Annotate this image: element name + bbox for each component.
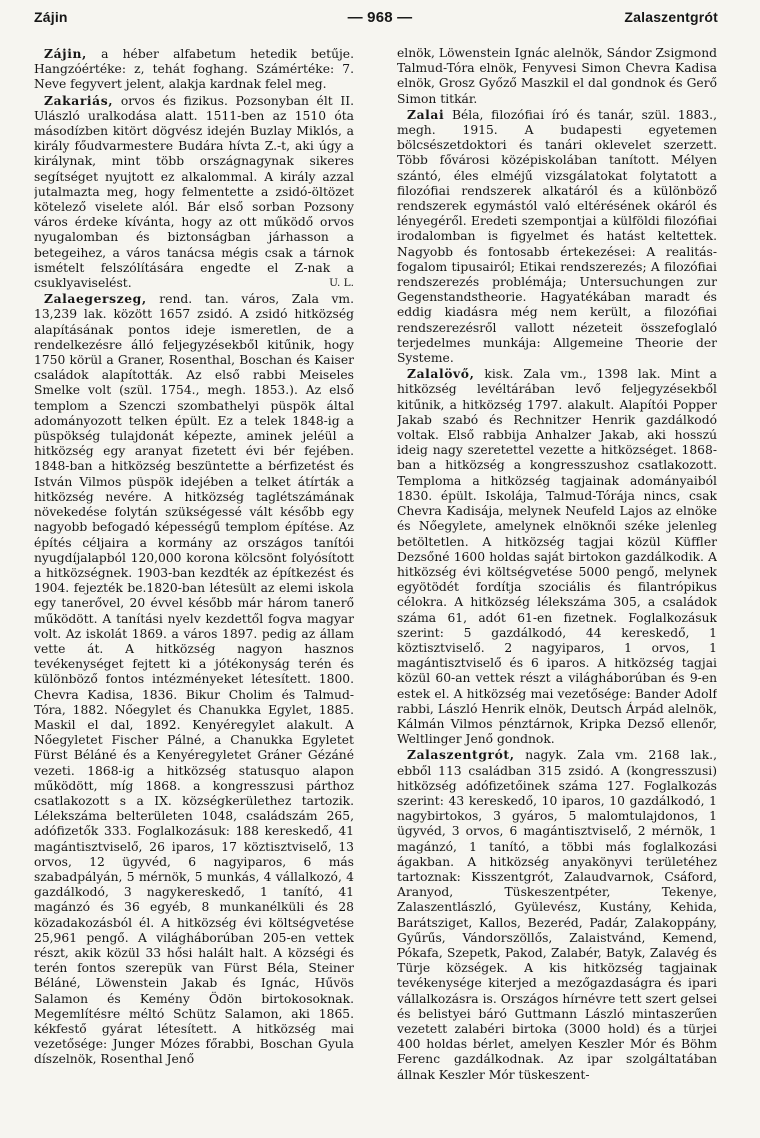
- entry-text: nagyk. Zala vm. 2168 lak., ebből 113 családban 315 zsidó. A (kongresszusi) hitközség adófizetőinek száma 127. Foglalkozás szerint: 43 kereskedő, 10 iparos, 10 gazdálkodó, 1 nagybirtokos, 3 gyáros, 5 malomtulajdonos, 1 ügyvéd, 3 orvos, 6 magántisztviselő, 2 mérnök, 1 magánzó, 1 tanító, a többi más foglalkozási ágakban. A hitközség anyakönyvi területéhez tartoznak: Kisszentgrót, Zalaudvarnok, Csáford, Aranyod, Tüskeszentpéter, Tekenye, Zalaszentlászló, Gyülevész, Kustány, Kehida, Barátsziget, Kallos, Bezeréd, Padár, Zalakoppány, Gyűrűs, Vándorszöllős, Zalaistvánd, Kemend, Pókafa, Szepetk, Pakod, Zalabér, Batyk, Zalavég és Türje községek. A kis hitközség tagjainak tevékenysége kiterjed a mezőgazdaságra és ipari vállalkozásra is. Országos hírnévre tett szert gelsei és belistyei báró Guttmann László mintaszerűen vezetett zalabéri birtoka (3000 hold) és a türjei 400 holdas bérlet, amelyen Keszler Mór és Böhm Ferenc gazdálkodnak. Az ipar szolgáltatában állnak Keszler Mór tüskeszent-: [397, 748, 717, 1082]
- entry-text: Béla, filozófiai író és tanár, szül. 1883., megh. 1915. A budapesti egyetemen bölcsészetdoktori és tanári oklevelet szerzett. Több fővárosi középiskolában tanított. Mélyen szántó, éles elméjű vizsgálatokat folytatott a filozófiai rendszerek alkatáról és a különböző rendszerek egymástól való eltérésének okáról és lényegéről. Eredeti szempontjai a külföldi filozófiai irodalomban is figyelmet és hatást keltettek. Nagyobb és fontosabb értekezései: A realitás-fogalom tipusairól; Etikai rendszerezés; A filozófiai rendszerezés problémája; Untersuchungen zur Gegenstandstheorie. Hagyatékában maradt és eddig kiadásra még nem került, a filozófiai rendszerezésről vallott nézeteit összefoglaló terjedelmes munkája: Allgemeine Theorie der Systeme.: [397, 107, 717, 366]
- entry-zalalovo: [397, 366, 717, 747]
- entry-text: orvos és fizikus. Pozsonyban élt II. Ulászló uralkodása alatt. 1511-ben az 1510 óta másodízben kitört dögvész idején Buzlay Miklós, a király főudvarmestere Budára hívta Z.-t, aki úgy a királynak, mint több országnagynak sikeres segítséget nyujtott ez alkalommal. A király azzal jutalmazta meg, hogy felmentette a zsidó-öltözet kötelező viselete alól. Bár első sorban Pozsony város érdeke kívánta, hogy az ott működő orvos nyugalomban és biztonságban járhasson a betegeihez, a város tanácsa mégis csak a tárnok ismételt felszólítására engedte el Z-nak a csuklyaviselést.: [34, 93, 354, 291]
- entry-signature: U. L.: [329, 277, 354, 290]
- right-column: [397, 46, 717, 1124]
- entry-continuation: [397, 46, 717, 107]
- page-number: — 968 —: [347, 9, 413, 26]
- entry-zakarias: [34, 93, 354, 292]
- entry-text: kisk. Zala vm., 1398 lak. Mint a hitközség levéltárában levő feljegyzésekből kitűnik, a hitközség 1797. alakult. Alapítói Popper Jakab szabó és Rechnitzer Henrik gazdálkodó voltak. Első rabbija Anhalzer Jakab, aki hosszú ideig nagy szeretettel vezette a hitközséget. 1868-ban a hitközség a kongresszushoz csatlakozott. Temploma a hitközség tagjainak adományaiból 1830. épült. Iskolája, Talmud-Tórája nincs, csak Chevra Kadisája, melynek Neufeld Lajos az elnöke és Nőegylete, amelynek elnöknői széke jelenleg betöltetlen. A hitközség tagjai közül Küffler Dezsőné 1600 holdas saját birtokon gazdálkodik. A hitközség évi költségvetése 5000 pengő, melynek egyötödét fordítja szociális és filantrópikus célokra. A hitközség lélekszáma 305, a családok száma 61, adót 61-en fizetnek. Foglalkozásuk szerint: 5 gazdálkodó, 44 kereskedő, 1 köztisztviselő. 2 nagyiparos, 1 orvos, 1 magántisztviselő és 6 iparos. A hitközség tagjai közül 60-an vettek részt a világháborúban és 9-en estek el. A hitközség mai vezetősége: Bander Adolf rabbi, László Henrik elnök, Deutsch Árpád alelnök, Kálmán Vilmos pénztárnok, Kripka Dezső ellenőr, Weltlinger Jenő gondnok.: [397, 367, 717, 747]
- entry-headword: Zalalövő,: [407, 366, 475, 382]
- entry-text: elnök, Löwenstein Ignác alelnök, Sándor Zsigmond Talmud-Tóra elnök, Fenyvesi Simon Chevra Kadisa elnök, Grosz Győző Maszkil el dal gondnok és Gerő Simon titkár.: [397, 46, 717, 106]
- entry-headword: Zalai: [407, 106, 445, 122]
- entry-zalaszentgrot: [397, 747, 717, 1082]
- left-column: [34, 46, 354, 1124]
- entry-headword: Zakariás,: [44, 92, 114, 108]
- entry-headword: Zalaegerszeg,: [44, 291, 147, 307]
- entry-headword: Zalaszentgrót,: [407, 747, 515, 763]
- entry-zalai: [397, 107, 717, 366]
- entry-zajin: [34, 46, 354, 93]
- running-head-right: Zalaszentgrót: [624, 9, 718, 25]
- entry-text: rend. tan. város, Zala vm. 13,239 lak. között 1657 zsidó. A zsidó hitközség alapításának pontos ideje ismeretlen, de a rendelkezésre álló feljegyzésekből kitűnik, hogy 1750 körül a Graner, Rosenthal, Boschan és Kaiser családok alapították. Az első rabbi Meiseles Smelke volt (szül. 1754., megh. 1853.). Az első templom a Szenczi szombathelyi püspök által adományozott telken épült. Ez a telek 1848-ig a püspökség tulajdonát képezte, aminek jeléül a hitközség egy aranyat fizetett évi bér fejében. 1848-ban a hitközség beszüntette a bérfizetést és István Vilmos püspök idejében a telket átírták a hitközség nevére. A hitközség taglétszámának növekedése folytán szükségessé vált később egy nagyobb befogadó képességű templom építése. Az építés céljaira a kormány az országos tanítói nyugdíjalapból 120,000 korona kölcsönt folyósított a hitközségnek. 1903-ban kezdték az építkezést és 1904. fejezték be.1820-ban létesült az elemi iskola egy tanerővel, 20 évvel később már három tanerő működött. A tanítási nyelv kezdettől fogva magyar volt. Az iskolát 1869. a város 1897. pedig az állam vette át. A hitközség nagyon hasznos tevékenységet fejtett ki a jótékonyság terén és különböző fontos intézményeket létesített. 1800. Chevra Kadisa, 1836. Bikur Cholim és Talmud-Tóra, 1882. Nőegylet és Chanukka Egylet, 1885. Maskil el dal, 1892. Kenyéregylet alakult. A Nőegyletet Fischer Pálné, a Chanukka Egyletet Fürst Béláné és a Kenyéregyletet Gráner Gézáné vezeti. 1868-ig a hitközség statusquo alapon működött, míg 1868. a kongresszusi párthoz csatlakozott s a IX. községkerülethez tartozik. Lélekszáma belterületen 1048, családszám 265, adófizetők 333. Foglalkozásuk: 188 kereskedő, 41 magántisztviselő, 26 iparos, 17 köztisztviselő, 13 orvos, 12 ügyvéd, 6 nagyiparos, 6 más szabadpályán, 5 mérnök, 5 munkás, 4 vállalkozó, 4 gazdálkodó, 3 nagykereskedő, 1 tanító, 41 magánzó és 36 egyéb, 8 munkanélküli és 28 közadakozásból él. A hitközség évi költségvetése 25,961 pengő. A világháborúban 205-en vettek részt, akik közül 33 hősi halált halt. A községi és terén fontos szerepük van Fürst Béla, Steiner Béláné, Löwenstein Jakab és Ignác, Hűvös Salamon és Kemény Ödön birtokosoknak. Megemlítésre méltó Schütz Salamon, aki 1865. kékfestő gyárat létesített. A hitközség mai vezetősége: Junger Mózes főrabbi, Boschan Gyula díszelnök, Rosenthal Jenő: [34, 292, 354, 1067]
- entry-text: a héber alfabetum hetedik betűje. Hangzóértéke: z, tehát foghang. Számértéke: 7. Neve fegyvert jelent, alakja kardnak felel meg.: [34, 47, 354, 92]
- running-head-left: Zájin: [34, 9, 68, 25]
- entry-zalaegerszeg: [34, 291, 354, 1067]
- entry-headword: Zájin,: [44, 46, 87, 61]
- running-head: [34, 9, 718, 29]
